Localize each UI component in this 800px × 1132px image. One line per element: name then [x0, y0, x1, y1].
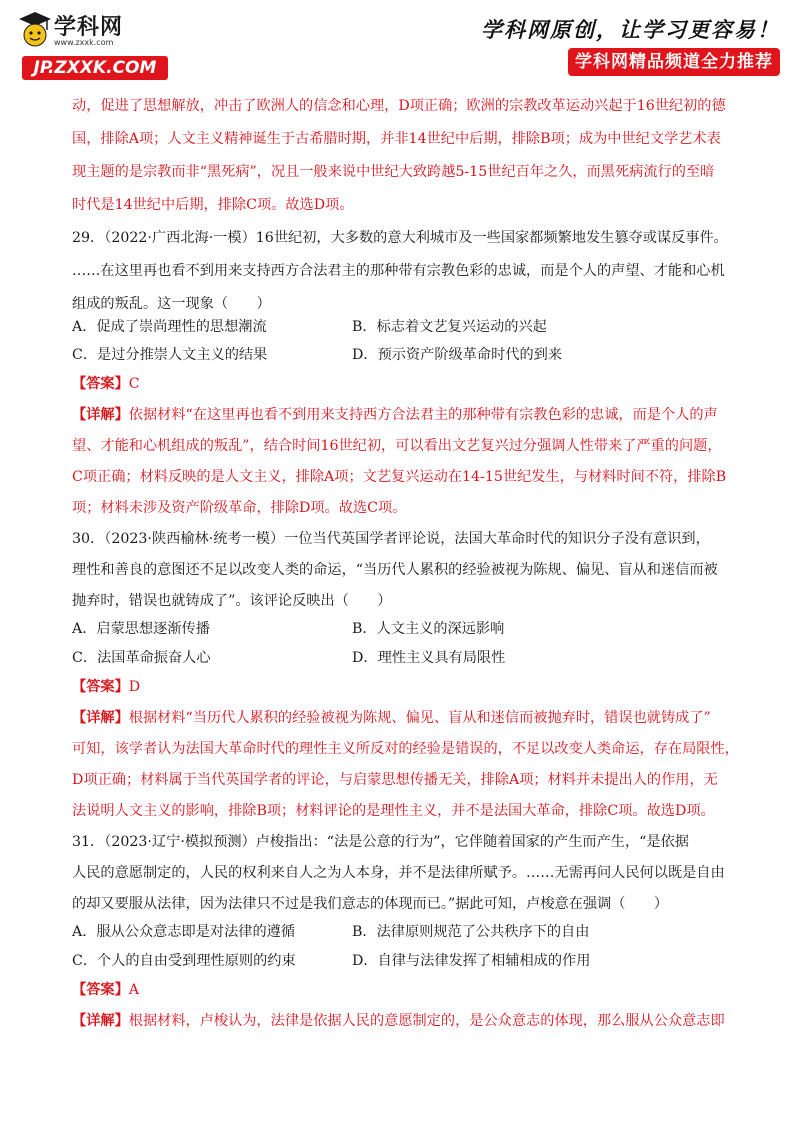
analysis-line: 望、才能和心机组成的叛乱”，结合时间16世纪初，可以看出文艺复兴过分强调人性带来了严重的问题， — [72, 438, 722, 454]
analysis-label: 【详解】 — [72, 407, 129, 423]
question-stem-line: 的却又要服从法律，因为法律只不过是我们意志的体现而已。”据此可知，卢梭意在强调（ ） — [72, 896, 669, 912]
logo-badge: JP.ZXXK.COM — [22, 56, 168, 80]
option-b: B．标志着文艺复兴运动的兴起 — [352, 319, 547, 335]
analysis-line: 项；材料未涉及资产阶级革命，排除D项。故选C项。 — [72, 500, 407, 516]
option-d: D．自律与法律发挥了相辅相成的作用 — [352, 953, 591, 969]
mascot-icon — [18, 10, 52, 50]
answer-label: 【答案】 — [72, 376, 129, 392]
analysis-line: 法说明人文主义的影响，排除B项；材料评论的是理性主义，并不是法国大革命，排除C项。故选D项。 — [72, 803, 715, 819]
analysis-line: 可知，该学者认为法国大革命时代的理性主义所反对的经验是错误的，不足以改变人类命运，存在局限性， — [72, 741, 739, 757]
option-b: B．人文主义的深远影响 — [352, 621, 505, 637]
analysis-label: 【详解】 — [72, 710, 129, 726]
answer-row — [72, 980, 139, 1000]
analysis-line: D项正确；材料属于当代英国学者的评论，与启蒙思想传播无关，排除A项；材料并未提出人的作用，无 — [72, 772, 718, 788]
question-stem-line: 组成的叛乱。这一现象（ ） — [72, 296, 271, 312]
question-stem-line: 理性和善良的意图还不足以改变人类的命运，“当历代人累积的经验被视为陈规、偏见、盲从和迷信而被 — [72, 562, 718, 578]
prev-analysis-line: 动，促进了思想解放，冲击了欧洲人的信念和心理，D项正确；欧洲的宗教改革运动兴起于16世纪初的德 — [72, 98, 726, 114]
answer-label: 【答案】 — [72, 679, 129, 695]
answer-label: 【答案】 — [72, 982, 129, 998]
option-c: C．是过分推崇人文主义的结果 — [72, 347, 268, 363]
question-stem-line: 抛弃时，错误也就铸成了”。该评论反映出（ ） — [72, 593, 392, 609]
analysis-line — [72, 1011, 725, 1031]
option-b: B．法律原则规范了公共秩序下的自由 — [352, 924, 590, 940]
answer-value: A — [128, 982, 140, 998]
option-d: D．理性主义具有局限性 — [352, 650, 506, 666]
question-stem-line: 人民的意愿制定的，人民的权利来自人之为人本身，并不是法律所赋予。……无需再问人民何以既是自由 — [72, 865, 725, 881]
option-d: D．预示资产阶级革命时代的到来 — [352, 347, 563, 363]
logo-text: 学科网 — [54, 15, 124, 40]
option-a: A．启蒙思想逐渐传播 — [72, 621, 210, 637]
option-a: A．促成了崇尚理性的思想潮流 — [72, 319, 267, 335]
answer-value: D — [128, 679, 141, 695]
question-stem-line: 31．（2023·辽宁·模拟预测）卢梭指出：“法是公意的行为”，它伴随着国家的产生而产生，“是依据 — [72, 834, 689, 850]
option-c: C．法国革命振奋人心 — [72, 650, 211, 666]
prev-analysis-line: 国，排除A项；人文主义精神诞生于古希腊时期，并非14世纪中后期，排除B项；成为中世纪文学艺术表 — [72, 131, 721, 147]
analysis-label: 【详解】 — [72, 1013, 129, 1029]
page-header — [0, 0, 800, 82]
header-slogan: 学科网原创，让学习更容易！ — [481, 17, 780, 42]
zxxk-logo[interactable] — [18, 10, 178, 78]
question-stem-line: ……在这里再也看不到用来支持西方合法君主的那种带有宗教色彩的忠诚，而是个人的声望、才能和心机 — [72, 263, 725, 279]
option-a: A．服从公众意志即是对法律的遵循 — [72, 924, 296, 940]
analysis-line — [72, 405, 718, 425]
analysis-text: 根据材料“当历代人累积的经验被视为陈规、偏见、盲从和迷信而被抛弃时，错误也就铸成了” — [128, 710, 711, 726]
analysis-text: 依据材料“在这里再也看不到用来支持西方合法君主的那种带有宗教色彩的忠诚，而是个人的声 — [128, 407, 718, 423]
analysis-line — [72, 708, 711, 728]
analysis-line: C项正确；材料反映的是人文主义，排除A项；文艺复兴运动在14-15世纪发生，与材料时间不符，排除B — [72, 469, 727, 485]
analysis-text: 根据材料，卢梭认为，法律是依据人民的意愿制定的，是公众意志的体现，那么服从公众意志即 — [128, 1013, 725, 1029]
logo-url: www.zxxk.com — [54, 38, 114, 47]
answer-row — [72, 677, 140, 697]
question-stem-line: 29．（2022·广西北海·一模）16世纪初，大多数的意大利城市及一些国家都频繁地发生篡夺或谋反事件。 — [72, 230, 728, 246]
prev-analysis-line: 时代是14世纪中后期，排除C项。故选D项。 — [72, 197, 354, 213]
option-c: C．个人的自由受到理性原则的约束 — [72, 953, 296, 969]
answer-row — [72, 374, 140, 394]
answer-value: C — [128, 376, 140, 392]
channel-badge[interactable]: 学科网精品频道全力推荐 — [568, 48, 780, 76]
prev-analysis-line: 现主题的是宗教而非“黑死病”，况且一般来说中世纪大致跨越5-15世纪百年之久，而黑死病流行的至暗 — [72, 164, 715, 180]
question-stem-line: 30．（2023·陕西榆林·统考一模）一位当代英国学者评论说，法国大革命时代的知识分子没有意识到， — [72, 531, 710, 547]
